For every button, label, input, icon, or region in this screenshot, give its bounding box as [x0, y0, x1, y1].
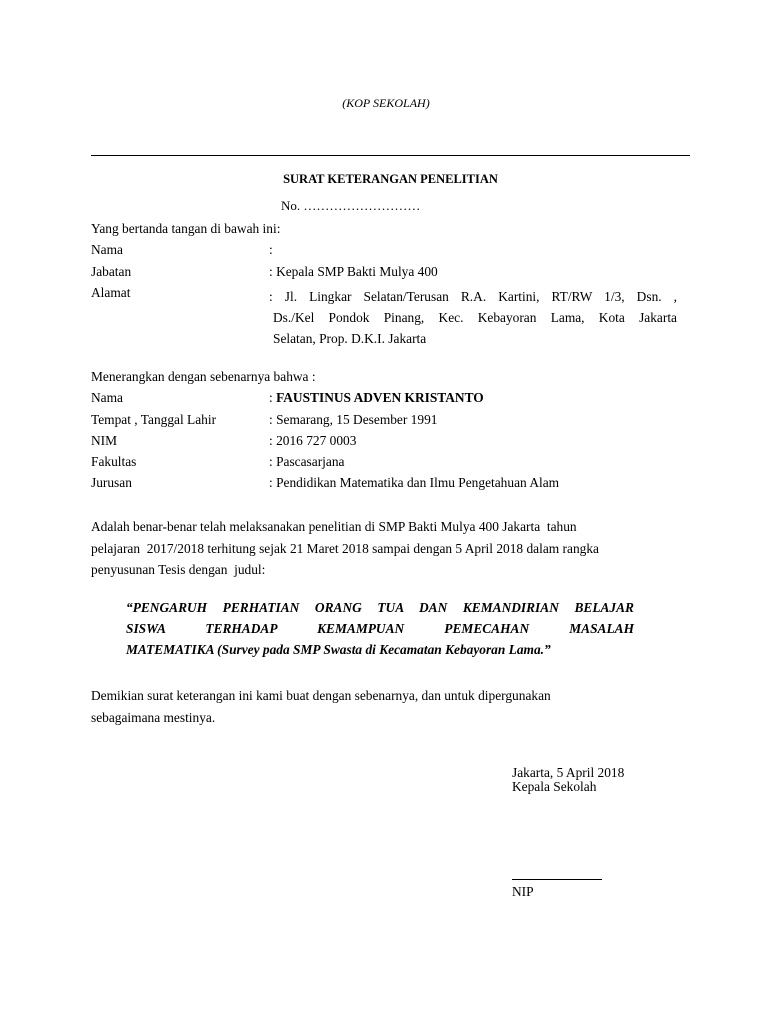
- body-paragraph: [91, 516, 681, 581]
- thesis-line-2: SISWA TERHADAP KEMAMPUAN PEMECAHAN MASALAH: [126, 621, 634, 636]
- signature-position: Kepala Sekolah: [512, 779, 597, 794]
- signer-position-label: Jabatan: [91, 264, 132, 279]
- signature-line: [512, 879, 602, 880]
- closing-line-2: sebagaimana mestinya.: [91, 709, 216, 725]
- document-title: SURAT KETERANGAN PENELITIAN: [283, 172, 498, 186]
- closing-line-1: Demikian surat keterangan ini kami buat dengan sebenarnya, dan untuk dipergunakan: [91, 688, 551, 703]
- student-major-label: Jurusan: [91, 475, 132, 490]
- body-line-2: pelajaran 2017/2018 terhitung sejak 21 Maret 2018 sampai dengan 5 April 2018 dalam rangka: [91, 540, 599, 556]
- statement-intro: Menerangkan dengan sebenarnya bahwa :: [91, 369, 316, 384]
- signer-address-value: [269, 286, 677, 349]
- student-faculty-label: Fakultas: [91, 454, 137, 469]
- address-line-1: : Jl. Lingkar Selatan/Terusan R.A. Kartini, RT/RW 1/3, Dsn. ,: [269, 289, 677, 304]
- letterhead-placeholder: (KOP SEKOLAH): [342, 96, 430, 110]
- body-line-3: penyusunan Tesis dengan judul:: [91, 562, 266, 577]
- signer-name-value: :: [269, 242, 273, 257]
- body-line-1: Adalah benar-benar telah melaksanakan penelitian di SMP Bakti Mulya 400 Jakarta tahun: [91, 519, 577, 534]
- student-nim-label: NIM: [91, 433, 118, 448]
- signer-position-value: : Kepala SMP Bakti Mulya 400: [269, 264, 438, 279]
- signature-nip-label: NIP: [512, 884, 534, 899]
- intro-text: Yang bertanda tangan di bawah ini:: [91, 221, 281, 236]
- student-nim-value: : 2016 727 0003: [269, 433, 357, 448]
- student-birth-value: : Semarang, 15 Desember 1991: [269, 412, 438, 427]
- student-name: FAUSTINUS ADVEN KRISTANTO: [276, 390, 484, 405]
- signer-name-label: Nama: [91, 242, 123, 257]
- student-major-value: : Pendidikan Matematika dan Ilmu Pengetahuan Alam: [269, 475, 560, 490]
- signer-address-label: Alamat: [91, 285, 131, 300]
- signature-place-date: Jakarta, 5 April 2018: [512, 765, 625, 780]
- thesis-line-1: “PENGARUH PERHATIAN ORANG TUA DAN KEMANDIRIAN BELAJAR: [126, 600, 634, 615]
- address-line-3: Selatan, Prop. D.K.I. Jakarta: [273, 331, 427, 346]
- student-name-value: : FAUSTINUS ADVEN KRISTANTO: [269, 390, 484, 405]
- student-name-label: Nama: [91, 390, 123, 405]
- address-line-2: Ds./Kel Pondok Pinang, Kec. Kebayoran Lama, Kota Jakarta: [273, 310, 677, 325]
- thesis-title: [126, 597, 634, 660]
- student-birth-label: Tempat , Tanggal Lahir: [91, 412, 217, 427]
- closing-paragraph: [91, 685, 681, 728]
- document-number: No. ………………………: [281, 198, 421, 213]
- student-faculty-value: : Pascasarjana: [269, 454, 345, 469]
- thesis-line-3: MATEMATIKA (Survey pada SMP Swasta di Kecamatan Kebayoran Lama.”: [126, 642, 551, 657]
- header-divider: [91, 155, 690, 156]
